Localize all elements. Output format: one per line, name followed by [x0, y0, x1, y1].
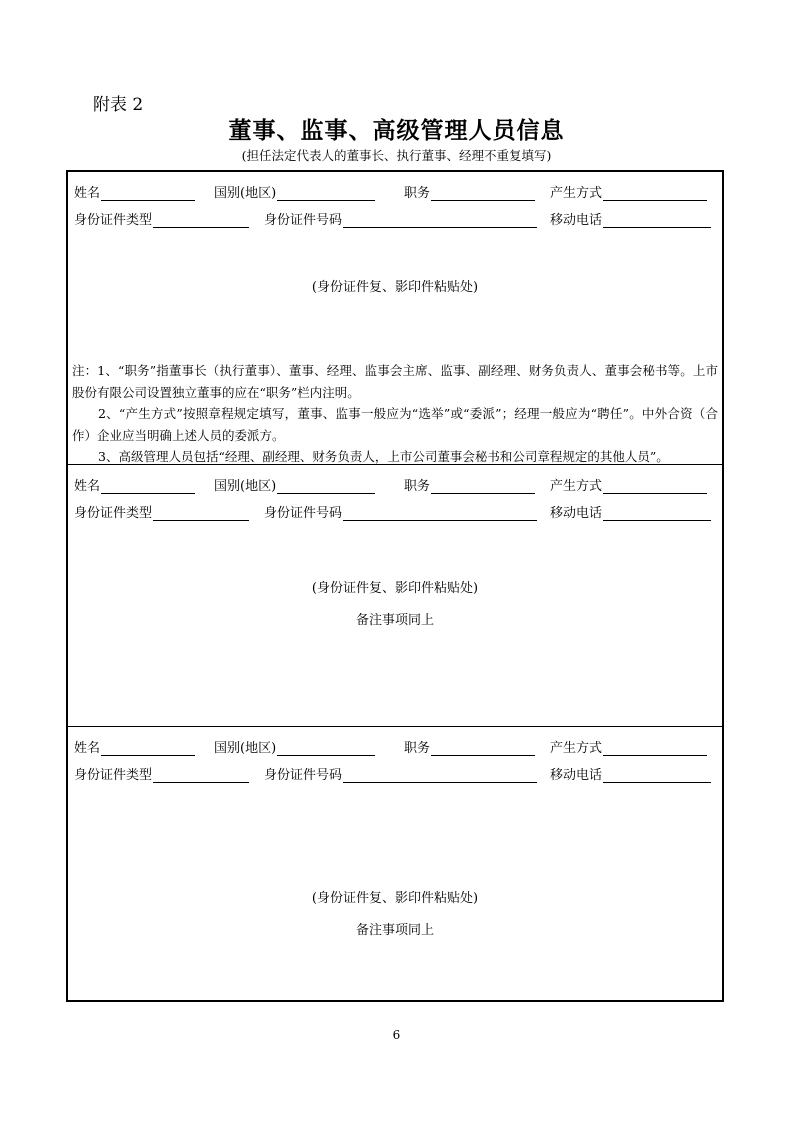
id-type-field[interactable] — [74, 209, 249, 228]
form-notes — [72, 360, 718, 468]
basic-info-row — [68, 182, 722, 204]
id-type-field[interactable] — [74, 502, 249, 521]
appendix-label: 附表 2 — [93, 95, 144, 115]
nationality-blank[interactable] — [277, 479, 375, 494]
person-info-form — [66, 170, 724, 1002]
appointment-method-label: 产生方式 — [550, 186, 603, 201]
note-3: 3、高级管理人员包括“经理、副经理、财务负责人，上市公司董事会秘书和公司章程规定的其他人员”。 — [98, 449, 669, 464]
id-type-field[interactable] — [74, 764, 249, 783]
position-field[interactable] — [404, 182, 535, 201]
position-label: 职务 — [404, 479, 431, 494]
name-blank[interactable] — [101, 741, 195, 756]
id-paste-area-note: (身份证件复、影印件粘贴处) — [311, 280, 479, 295]
name-field[interactable] — [74, 737, 195, 756]
mobile-blank[interactable] — [603, 506, 711, 521]
id-number-blank[interactable] — [343, 213, 537, 228]
id-number-label: 身份证件号码 — [264, 213, 343, 228]
position-blank[interactable] — [431, 741, 535, 756]
position-label: 职务 — [404, 741, 431, 756]
name-label: 姓名 — [74, 479, 101, 494]
mobile-label: 移动电话 — [550, 213, 603, 228]
mobile-field[interactable] — [550, 502, 711, 521]
note-1: 注：1、“职务”指董事长（执行董事）、董事、经理、监事会主席、监事、副经理、财务负责人、董事会秘书等。上市股份有限公司设置独立董事的应在“职务”栏内注明。 — [72, 363, 718, 400]
mobile-field[interactable] — [550, 764, 711, 783]
id-type-label: 身份证件类型 — [74, 213, 153, 228]
basic-info-row — [68, 475, 722, 497]
mobile-label: 移动电话 — [550, 768, 603, 783]
position-field[interactable] — [404, 475, 535, 494]
nationality-field[interactable] — [214, 475, 375, 494]
document-title: 董事、监事、高级管理人员信息 — [228, 117, 565, 144]
remark-same-as-above: 备注事项同上 — [355, 613, 434, 628]
name-field[interactable] — [74, 182, 195, 201]
id-number-field[interactable] — [264, 764, 537, 783]
basic-info-row — [68, 737, 722, 759]
id-type-label: 身份证件类型 — [74, 768, 153, 783]
position-blank[interactable] — [431, 186, 535, 201]
person-section-3 — [68, 726, 722, 1001]
appointment-method-field[interactable] — [550, 182, 707, 201]
nationality-field[interactable] — [214, 737, 375, 756]
appointment-method-field[interactable] — [550, 737, 707, 756]
id-number-label: 身份证件号码 — [264, 768, 343, 783]
document-subtitle: (担任法定代表人的董事长、执行董事、经理不重复填写) — [241, 148, 552, 163]
appointment-method-blank[interactable] — [603, 741, 707, 756]
nationality-label: 国别(地区) — [214, 186, 277, 201]
id-number-blank[interactable] — [343, 768, 537, 783]
person-section-1 — [68, 172, 722, 464]
name-blank[interactable] — [101, 186, 195, 201]
mobile-blank[interactable] — [603, 768, 711, 783]
position-label: 职务 — [404, 186, 431, 201]
nationality-blank[interactable] — [277, 186, 375, 201]
id-info-row — [68, 502, 722, 524]
id-type-label: 身份证件类型 — [74, 506, 153, 521]
id-number-label: 身份证件号码 — [264, 506, 343, 521]
id-number-field[interactable] — [264, 209, 537, 228]
nationality-blank[interactable] — [277, 741, 375, 756]
id-info-row — [68, 764, 722, 786]
name-label: 姓名 — [74, 741, 101, 756]
nationality-label: 国别(地区) — [214, 741, 277, 756]
mobile-blank[interactable] — [603, 213, 711, 228]
appointment-method-label: 产生方式 — [550, 479, 603, 494]
id-number-blank[interactable] — [343, 506, 537, 521]
id-type-blank[interactable] — [153, 213, 249, 228]
mobile-field[interactable] — [550, 209, 711, 228]
id-paste-area-note: (身份证件复、影印件粘贴处) — [311, 891, 479, 906]
position-field[interactable] — [404, 737, 535, 756]
id-number-field[interactable] — [264, 502, 537, 521]
nationality-field[interactable] — [214, 182, 375, 201]
appointment-method-label: 产生方式 — [550, 741, 603, 756]
nationality-label: 国别(地区) — [214, 479, 277, 494]
note-2: 2、“产生方式”按照章程规定填写，董事、监事一般应为“选举”或“委派”；经理一般应为“聘任”。中外合资（合作）企业应当明确上述人员的委派方。 — [72, 406, 718, 443]
id-type-blank[interactable] — [153, 768, 249, 783]
id-type-blank[interactable] — [153, 506, 249, 521]
id-paste-area-note: (身份证件复、影印件粘贴处) — [311, 581, 479, 596]
appointment-method-blank[interactable] — [603, 479, 707, 494]
mobile-label: 移动电话 — [550, 506, 603, 521]
name-label: 姓名 — [74, 186, 101, 201]
id-info-row — [68, 209, 722, 231]
appointment-method-blank[interactable] — [603, 186, 707, 201]
name-blank[interactable] — [101, 479, 195, 494]
page-number: 6 — [392, 1028, 401, 1042]
name-field[interactable] — [74, 475, 195, 494]
position-blank[interactable] — [431, 479, 535, 494]
remark-same-as-above: 备注事项同上 — [355, 923, 434, 938]
appointment-method-field[interactable] — [550, 475, 707, 494]
person-section-2 — [68, 464, 722, 727]
